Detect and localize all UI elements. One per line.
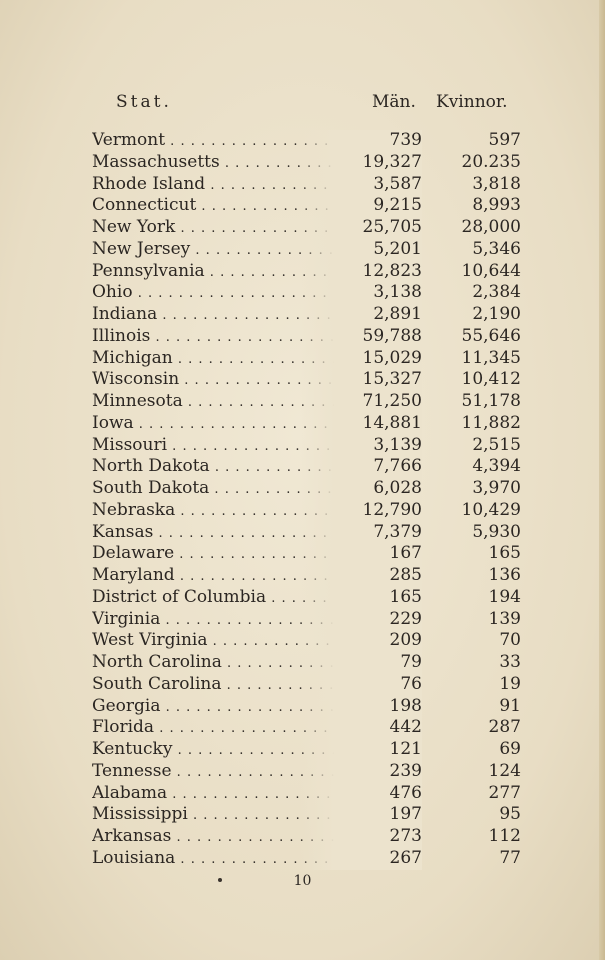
women-count: 11,882 (461, 412, 521, 433)
women-count: 165 (488, 543, 521, 564)
men-count: 25,705 (300, 217, 422, 239)
women-count: 70 (499, 630, 521, 651)
state-name: Minnesota . . . (92, 391, 362, 414)
men-count: 14,881 (300, 413, 422, 435)
men-count: 273 (300, 826, 422, 848)
table-row (0, 674, 605, 696)
table-row (0, 696, 605, 718)
state-name: Kansas . . . (92, 522, 362, 545)
state-name: Maryland . . . (92, 565, 362, 588)
state-name: New Jersey . . . (92, 239, 362, 262)
header-women: Kvinnor. (436, 92, 508, 112)
table-row (0, 435, 605, 457)
men-count: 476 (300, 783, 422, 805)
table-row (0, 783, 605, 805)
men-count: 79 (300, 652, 422, 674)
state-name: Kentucky . . . (92, 739, 362, 762)
women-count: 2,515 (472, 434, 521, 455)
state-name: New York . . . (92, 217, 362, 240)
table-row (0, 348, 605, 370)
table-row (0, 239, 605, 261)
state-name: Connecticut . . . (92, 195, 362, 218)
table-row (0, 565, 605, 587)
women-count: 139 (488, 608, 521, 629)
men-count: 7,379 (300, 522, 422, 544)
men-count: 12,823 (300, 261, 422, 283)
men-count: 442 (300, 717, 422, 739)
state-name: Louisiana . . . (92, 848, 362, 871)
state-name: Virginia . . . (92, 609, 362, 632)
state-name: Tennesse . . . (92, 761, 362, 784)
table-row (0, 217, 605, 239)
women-count: 2,190 (472, 304, 521, 324)
men-count: 739 (300, 130, 422, 152)
table-row (0, 543, 605, 565)
state-name: Missouri . . . (92, 435, 362, 458)
table-row (0, 717, 605, 739)
state-name: Georgia . . . (92, 696, 362, 719)
table-row (0, 804, 605, 826)
state-name: Nebraska . . . (92, 500, 362, 523)
men-count: 167 (300, 543, 422, 565)
table-header (0, 92, 605, 116)
table-row (0, 587, 605, 609)
women-count: 194 (488, 586, 521, 607)
women-count: 597 (488, 130, 521, 150)
table-row (0, 826, 605, 848)
women-count: 51,178 (461, 391, 521, 411)
men-count: 6,028 (300, 478, 422, 500)
state-name: Arkansas . . . (92, 826, 362, 849)
state-name: Indiana . . . (92, 304, 362, 327)
state-name: South Carolina . . . (92, 674, 362, 697)
table-row (0, 848, 605, 870)
state-name: Delaware . . . (92, 543, 362, 566)
women-count: 69 (499, 739, 521, 759)
women-count: 91 (499, 695, 521, 716)
women-count: 20.235 (461, 151, 521, 172)
men-count: 3,587 (300, 174, 422, 196)
men-count: 71,250 (300, 391, 422, 413)
men-count: 12,790 (300, 500, 422, 522)
header-state: Stat. (116, 92, 172, 112)
women-count: 33 (499, 652, 521, 672)
table-row (0, 282, 605, 304)
women-count: 95 (499, 804, 521, 825)
women-count: 4,394 (472, 456, 521, 477)
women-count: 28,000 (461, 217, 521, 237)
table-row (0, 456, 605, 478)
state-name: Michigan . . . (92, 348, 362, 371)
men-count: 15,029 (300, 348, 422, 370)
table-row (0, 174, 605, 196)
state-name: West Virginia . . . (92, 630, 362, 653)
state-name: Ohio . . . (92, 282, 362, 305)
table-row (0, 130, 605, 152)
men-count: 197 (300, 804, 422, 826)
men-count: 59,788 (300, 326, 422, 348)
table-row (0, 761, 605, 783)
women-count: 112 (488, 826, 521, 846)
men-count: 76 (300, 674, 422, 696)
women-count: 10,412 (461, 369, 521, 390)
table-row (0, 391, 605, 413)
table-row (0, 369, 605, 391)
table-row (0, 739, 605, 761)
men-count: 198 (300, 696, 422, 718)
women-count: 3,970 (472, 478, 521, 498)
women-count: 124 (488, 760, 521, 781)
state-name: South Dakota . . . (92, 478, 362, 501)
women-count: 11,345 (461, 347, 521, 368)
state-name: Illinois . . . (92, 326, 362, 349)
men-count: 3,139 (300, 435, 422, 457)
table-row (0, 630, 605, 652)
women-count: 77 (499, 847, 521, 868)
state-name: North Carolina . . . (92, 652, 362, 675)
state-name: Massachusetts . . . (92, 152, 362, 175)
men-count: 7,766 (300, 456, 422, 478)
state-name: Pennsylvania . . . (92, 261, 362, 284)
women-count: 19 (499, 673, 521, 694)
state-name: Wisconsin . . . (92, 369, 362, 392)
men-count: 209 (300, 630, 422, 652)
men-count: 5,201 (300, 239, 422, 261)
men-count: 2,891 (300, 304, 422, 326)
state-name: Rhode Island . . . (92, 174, 362, 197)
table-row (0, 413, 605, 435)
state-name: Alabama . . . (92, 783, 362, 806)
men-count: 19,327 (300, 152, 422, 174)
table-row (0, 652, 605, 674)
women-count: 55,646 (461, 325, 521, 346)
header-men: Män. (372, 92, 416, 112)
table-row (0, 478, 605, 500)
men-count: 267 (300, 848, 422, 870)
state-name: Iowa . . . (92, 413, 362, 436)
women-count: 287 (488, 717, 521, 738)
state-name: Vermont . . . (92, 130, 362, 153)
state-name: North Dakota . . . (92, 456, 362, 479)
men-count: 165 (300, 587, 422, 609)
table-row (0, 152, 605, 174)
page-number: 10 (293, 873, 312, 889)
women-count: 5,930 (472, 521, 521, 542)
men-count: 9,215 (300, 195, 422, 217)
women-count: 2,384 (472, 282, 521, 303)
table-row (0, 522, 605, 544)
women-count: 136 (488, 565, 521, 585)
table-row (0, 195, 605, 217)
table-row (0, 326, 605, 348)
table-row (0, 304, 605, 326)
men-count: 229 (300, 609, 422, 631)
women-count: 277 (488, 782, 521, 803)
table-row (0, 609, 605, 631)
women-count: 3,818 (472, 173, 521, 194)
table-body (0, 130, 605, 870)
men-count: 121 (300, 739, 422, 761)
men-count: 285 (300, 565, 422, 587)
men-count: 239 (300, 761, 422, 783)
women-count: 10,644 (461, 260, 521, 281)
table-row (0, 261, 605, 283)
men-count: 3,138 (300, 282, 422, 304)
state-name: District of Columbia . . . (92, 587, 362, 610)
women-count: 8,993 (472, 195, 521, 216)
state-name: Florida . . . (92, 717, 362, 740)
men-count: 15,327 (300, 369, 422, 391)
women-count: 10,429 (461, 499, 521, 520)
table-row (0, 500, 605, 522)
women-count: 5,346 (472, 238, 521, 259)
state-name: Mississippi . . . (92, 804, 362, 827)
